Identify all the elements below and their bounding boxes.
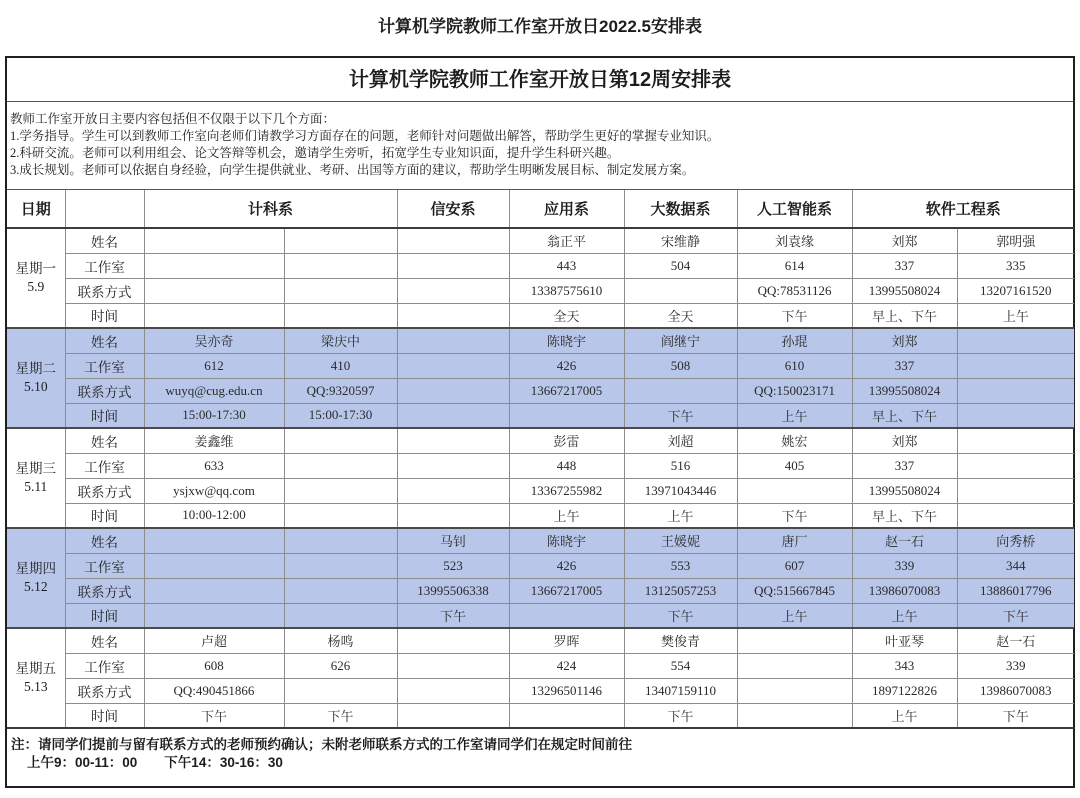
- schedule-row: [7, 478, 1074, 503]
- schedule-cell-times-col2: 下午: [397, 603, 509, 628]
- schedule-cell-names-col7: [957, 428, 1074, 453]
- schedule-cell-contacts-col2: 13995506338: [397, 578, 509, 603]
- schedule-row: [7, 628, 1074, 653]
- row-label: 时间: [65, 403, 144, 428]
- header-blank: [65, 190, 144, 228]
- schedule-table: [7, 190, 1074, 729]
- schedule-cell-times-col3: 上午: [509, 503, 624, 528]
- schedule-row: [7, 303, 1074, 328]
- schedule-cell-names-col1: [284, 528, 397, 553]
- schedule-row: [7, 453, 1074, 478]
- schedule-cell-times-col4: 下午: [624, 403, 737, 428]
- schedule-cell-rooms-col5: 614: [737, 253, 852, 278]
- schedule-cell-names-col2: [397, 328, 509, 353]
- schedule-cell-names-col1: 梁庆中: [284, 328, 397, 353]
- schedule-cell-times-col7: 下午: [957, 603, 1074, 628]
- schedule-cell-rooms-col3: 426: [509, 553, 624, 578]
- schedule-cell-rooms-col0: [144, 253, 284, 278]
- schedule-sheet: [5, 56, 1075, 788]
- schedule-cell-names-col7: 向秀桥: [957, 528, 1074, 553]
- schedule-cell-names-col2: [397, 428, 509, 453]
- row-label: 工作室: [65, 653, 144, 678]
- schedule-cell-contacts-col1: [284, 278, 397, 303]
- day-label: [7, 528, 65, 628]
- schedule-cell-rooms-col6: 343: [852, 653, 957, 678]
- schedule-cell-times-col7: [957, 503, 1074, 528]
- schedule-cell-rooms-col1: [284, 253, 397, 278]
- schedule-cell-contacts-col1: [284, 678, 397, 703]
- schedule-cell-rooms-col3: 426: [509, 353, 624, 378]
- schedule-cell-times-col4: 下午: [624, 603, 737, 628]
- schedule-cell-rooms-col6: 337: [852, 453, 957, 478]
- row-label: 联系方式: [65, 278, 144, 303]
- schedule-cell-names-col4: 宋维静: [624, 228, 737, 253]
- schedule-cell-contacts-col7: 13207161520: [957, 278, 1074, 303]
- schedule-cell-names-col0: [144, 528, 284, 553]
- day-weekday: 星期一: [15, 261, 56, 276]
- header-dept-dashujuxi: 大数据系: [624, 190, 737, 228]
- schedule-cell-names-col2: [397, 228, 509, 253]
- schedule-cell-times-col0: [144, 303, 284, 328]
- schedule-cell-contacts-col0: QQ:490451866: [144, 678, 284, 703]
- schedule-cell-contacts-col4: 13971043446: [624, 478, 737, 503]
- schedule-cell-rooms-col6: 339: [852, 553, 957, 578]
- schedule-cell-names-col5: 姚宏: [737, 428, 852, 453]
- schedule-cell-rooms-col2: [397, 353, 509, 378]
- footer-note-line: 注：请同学们提前与留有联系方式的老师预约确认；未附老师联系方式的工作室请同学们在规定时间前往: [11, 737, 632, 752]
- schedule-row: [7, 578, 1074, 603]
- row-label: 姓名: [65, 428, 144, 453]
- schedule-cell-times-col1: [284, 503, 397, 528]
- schedule-cell-names-col6: 刘郑: [852, 228, 957, 253]
- header-dept-rengongzhinengxi: 人工智能系: [737, 190, 852, 228]
- schedule-cell-rooms-col0: 612: [144, 353, 284, 378]
- schedule-cell-rooms-col0: 608: [144, 653, 284, 678]
- row-label: 联系方式: [65, 378, 144, 403]
- schedule-cell-rooms-col4: 553: [624, 553, 737, 578]
- schedule-cell-times-col2: [397, 503, 509, 528]
- row-label: 工作室: [65, 453, 144, 478]
- schedule-cell-rooms-col3: 443: [509, 253, 624, 278]
- day-date: 5.10: [23, 379, 48, 394]
- schedule-cell-names-col2: [397, 628, 509, 653]
- schedule-cell-rooms-col5: 607: [737, 553, 852, 578]
- schedule-cell-contacts-col7: 13886017796: [957, 578, 1074, 603]
- schedule-cell-rooms-col5: [737, 653, 852, 678]
- schedule-cell-times-col1: [284, 303, 397, 328]
- day-weekday: 星期五: [15, 661, 56, 676]
- schedule-cell-names-col2: 马钊: [397, 528, 509, 553]
- schedule-row: [7, 528, 1074, 553]
- schedule-cell-rooms-col7: 344: [957, 553, 1074, 578]
- schedule-cell-contacts-col7: [957, 478, 1074, 503]
- schedule-cell-names-col0: 姜鑫维: [144, 428, 284, 453]
- schedule-cell-times-col5: 上午: [737, 603, 852, 628]
- schedule-cell-names-col1: [284, 428, 397, 453]
- schedule-cell-contacts-col0: wuyq@cug.edu.cn: [144, 378, 284, 403]
- schedule-cell-rooms-col4: 554: [624, 653, 737, 678]
- schedule-cell-names-col6: 刘郑: [852, 428, 957, 453]
- row-label: 时间: [65, 703, 144, 728]
- schedule-cell-times-col7: 上午: [957, 303, 1074, 328]
- schedule-cell-contacts-col4: 13407159110: [624, 678, 737, 703]
- schedule-cell-names-col3: 翁正平: [509, 228, 624, 253]
- intro-line: 3.成长规划。老师可以依据自身经验，向学生提供就业、考研、出国等方面的建议，帮助学生明晰发展目标、制定发展方案。: [10, 163, 695, 177]
- schedule-cell-times-col5: 下午: [737, 303, 852, 328]
- schedule-cell-times-col0: [144, 603, 284, 628]
- header-date: 日期: [7, 190, 65, 228]
- schedule-row: [7, 228, 1074, 253]
- schedule-cell-names-col4: 刘超: [624, 428, 737, 453]
- schedule-row: [7, 403, 1074, 428]
- header-dept-ruanjiangongchengxi: 软件工程系: [852, 190, 1074, 228]
- schedule-cell-rooms-col4: 504: [624, 253, 737, 278]
- schedule-cell-times-col5: 上午: [737, 403, 852, 428]
- schedule-cell-contacts-col1: QQ:9320597: [284, 378, 397, 403]
- schedule-row: [7, 428, 1074, 453]
- day-date: 5.11: [24, 479, 48, 494]
- schedule-cell-names-col7: 郭明强: [957, 228, 1074, 253]
- row-label: 姓名: [65, 628, 144, 653]
- schedule-cell-times-col0: 下午: [144, 703, 284, 728]
- schedule-cell-times-col6: 早上、下午: [852, 503, 957, 528]
- schedule-cell-times-col2: [397, 403, 509, 428]
- schedule-cell-contacts-col5: QQ:78531126: [737, 278, 852, 303]
- schedule-cell-names-col6: 刘郑: [852, 328, 957, 353]
- footer-note: [7, 729, 1073, 786]
- schedule-row: [7, 603, 1074, 628]
- schedule-cell-contacts-col6: 13995508024: [852, 478, 957, 503]
- day-weekday: 星期四: [15, 561, 56, 576]
- schedule-cell-times-col1: 下午: [284, 703, 397, 728]
- schedule-cell-rooms-col6: 337: [852, 253, 957, 278]
- schedule-cell-contacts-col6: 13995508024: [852, 278, 957, 303]
- schedule-cell-contacts-col5: QQ:515667845: [737, 578, 852, 603]
- schedule-cell-contacts-col3: 13667217005: [509, 578, 624, 603]
- row-label: 工作室: [65, 553, 144, 578]
- schedule-cell-times-col2: [397, 303, 509, 328]
- footer-note-line: 上午9：00-11：00 下午14：30-16：30: [27, 755, 283, 770]
- intro-line: 2.科研交流。老师可以利用组会、论文答辩等机会，邀请学生旁听，拓宽学生专业知识面，提升学生科研兴趣。: [10, 146, 620, 160]
- schedule-cell-rooms-col4: 516: [624, 453, 737, 478]
- schedule-cell-rooms-col7: 335: [957, 253, 1074, 278]
- schedule-cell-times-col2: [397, 703, 509, 728]
- schedule-cell-contacts-col2: [397, 378, 509, 403]
- schedule-row: [7, 503, 1074, 528]
- schedule-cell-rooms-col3: 424: [509, 653, 624, 678]
- schedule-cell-rooms-col3: 448: [509, 453, 624, 478]
- schedule-cell-rooms-col1: 626: [284, 653, 397, 678]
- schedule-table-body: [7, 228, 1074, 728]
- header-dept-xinanxi: 信安系: [397, 190, 509, 228]
- schedule-cell-contacts-col5: QQ:150023171: [737, 378, 852, 403]
- schedule-cell-rooms-col7: 339: [957, 653, 1074, 678]
- schedule-cell-names-col4: 王媛妮: [624, 528, 737, 553]
- schedule-cell-names-col0: [144, 228, 284, 253]
- schedule-cell-times-col3: [509, 603, 624, 628]
- schedule-cell-names-col6: 赵一石: [852, 528, 957, 553]
- schedule-cell-rooms-col7: [957, 353, 1074, 378]
- schedule-cell-times-col4: 上午: [624, 503, 737, 528]
- schedule-cell-contacts-col6: 13995508024: [852, 378, 957, 403]
- schedule-cell-names-col3: 陈晓宇: [509, 328, 624, 353]
- schedule-cell-contacts-col6: 1897122826: [852, 678, 957, 703]
- schedule-cell-names-col0: 吴亦奇: [144, 328, 284, 353]
- schedule-cell-contacts-col3: 13667217005: [509, 378, 624, 403]
- page-title: 计算机学院教师工作室开放日2022.5安排表: [378, 17, 702, 36]
- schedule-cell-names-col3: 罗晖: [509, 628, 624, 653]
- schedule-row: [7, 378, 1074, 403]
- schedule-cell-rooms-col4: 508: [624, 353, 737, 378]
- schedule-cell-names-col4: 阎继宁: [624, 328, 737, 353]
- day-date: 5.9: [27, 279, 45, 294]
- schedule-cell-contacts-col2: [397, 478, 509, 503]
- schedule-cell-names-col6: 叶亚琴: [852, 628, 957, 653]
- schedule-row: [7, 653, 1074, 678]
- schedule-cell-contacts-col3: 13387575610: [509, 278, 624, 303]
- schedule-row: [7, 253, 1074, 278]
- schedule-cell-times-col5: [737, 703, 852, 728]
- intro-line: 1.学务指导。学生可以到教师工作室向老师们请教学习方面存在的问题，老师针对问题做出解答，帮助学生更好的掌握专业知识。: [10, 129, 720, 143]
- schedule-cell-times-col3: 全天: [509, 303, 624, 328]
- schedule-cell-contacts-col3: 13367255982: [509, 478, 624, 503]
- schedule-row: [7, 353, 1074, 378]
- schedule-cell-rooms-col6: 337: [852, 353, 957, 378]
- schedule-cell-rooms-col2: [397, 453, 509, 478]
- day-label: [7, 428, 65, 528]
- schedule-cell-times-col7: 下午: [957, 703, 1074, 728]
- schedule-cell-names-col3: 彭雷: [509, 428, 624, 453]
- schedule-cell-times-col6: 早上、下午: [852, 303, 957, 328]
- header-dept-jikexi: 计科系: [144, 190, 397, 228]
- schedule-cell-names-col1: 杨鸣: [284, 628, 397, 653]
- header-dept-yingyongxi: 应用系: [509, 190, 624, 228]
- row-label: 姓名: [65, 328, 144, 353]
- schedule-cell-rooms-col2: [397, 253, 509, 278]
- schedule-cell-contacts-col0: [144, 578, 284, 603]
- schedule-cell-times-col6: 早上、下午: [852, 403, 957, 428]
- schedule-cell-names-col5: 刘袁缘: [737, 228, 852, 253]
- row-label: 姓名: [65, 528, 144, 553]
- schedule-cell-times-col4: 下午: [624, 703, 737, 728]
- schedule-cell-contacts-col6: 13986070083: [852, 578, 957, 603]
- schedule-cell-rooms-col0: 633: [144, 453, 284, 478]
- row-label: 时间: [65, 303, 144, 328]
- schedule-cell-times-col1: 15:00-17:30: [284, 403, 397, 428]
- schedule-cell-times-col7: [957, 403, 1074, 428]
- day-weekday: 星期三: [15, 461, 56, 476]
- schedule-cell-contacts-col2: [397, 278, 509, 303]
- schedule-cell-rooms-col2: [397, 653, 509, 678]
- day-weekday: 星期二: [15, 361, 56, 376]
- schedule-cell-rooms-col7: [957, 453, 1074, 478]
- schedule-cell-contacts-col0: ysjxw@qq.com: [144, 478, 284, 503]
- schedule-cell-contacts-col2: [397, 678, 509, 703]
- schedule-cell-names-col4: 樊俊青: [624, 628, 737, 653]
- schedule-cell-names-col7: 赵一石: [957, 628, 1074, 653]
- schedule-cell-contacts-col1: [284, 578, 397, 603]
- row-label: 工作室: [65, 353, 144, 378]
- schedule-cell-contacts-col5: [737, 678, 852, 703]
- schedule-cell-rooms-col5: 610: [737, 353, 852, 378]
- schedule-cell-contacts-col1: [284, 478, 397, 503]
- schedule-cell-names-col5: [737, 628, 852, 653]
- row-label: 时间: [65, 603, 144, 628]
- schedule-cell-times-col3: [509, 703, 624, 728]
- schedule-cell-times-col6: 上午: [852, 603, 957, 628]
- schedule-cell-names-col3: 陈晓宇: [509, 528, 624, 553]
- row-label: 工作室: [65, 253, 144, 278]
- schedule-cell-contacts-col0: [144, 278, 284, 303]
- schedule-cell-times-col5: 下午: [737, 503, 852, 528]
- schedule-cell-contacts-col7: [957, 378, 1074, 403]
- schedule-cell-names-col5: 孙琨: [737, 328, 852, 353]
- schedule-cell-rooms-col2: 523: [397, 553, 509, 578]
- schedule-cell-rooms-col1: 410: [284, 353, 397, 378]
- schedule-cell-contacts-col7: 13986070083: [957, 678, 1074, 703]
- schedule-cell-times-col6: 上午: [852, 703, 957, 728]
- schedule-cell-contacts-col4: 13125057253: [624, 578, 737, 603]
- schedule-cell-names-col5: 唐厂: [737, 528, 852, 553]
- day-label: [7, 228, 65, 328]
- schedule-cell-rooms-col0: [144, 553, 284, 578]
- schedule-cell-rooms-col1: [284, 553, 397, 578]
- day-label: [7, 628, 65, 728]
- schedule-cell-names-col1: [284, 228, 397, 253]
- schedule-cell-contacts-col5: [737, 478, 852, 503]
- schedule-cell-times-col0: 10:00-12:00: [144, 503, 284, 528]
- row-label: 联系方式: [65, 478, 144, 503]
- day-label: [7, 328, 65, 428]
- schedule-cell-rooms-col5: 405: [737, 453, 852, 478]
- schedule-row: [7, 278, 1074, 303]
- intro-line: 教师工作室开放日主要内容包括但不仅限于以下几个方面：: [10, 112, 336, 126]
- table-header-row: [7, 190, 1074, 228]
- row-label: 姓名: [65, 228, 144, 253]
- row-label: 时间: [65, 503, 144, 528]
- schedule-row: [7, 328, 1074, 353]
- row-label: 联系方式: [65, 578, 144, 603]
- schedule-cell-contacts-col3: 13296501146: [509, 678, 624, 703]
- table-title: 计算机学院教师工作室开放日第12周安排表: [7, 58, 1073, 102]
- schedule-cell-names-col7: [957, 328, 1074, 353]
- schedule-cell-times-col4: 全天: [624, 303, 737, 328]
- schedule-cell-rooms-col1: [284, 453, 397, 478]
- schedule-cell-times-col3: [509, 403, 624, 428]
- row-label: 联系方式: [65, 678, 144, 703]
- schedule-cell-times-col1: [284, 603, 397, 628]
- schedule-cell-contacts-col4: [624, 378, 737, 403]
- intro-block: [7, 102, 1073, 190]
- schedule-cell-names-col0: 卢超: [144, 628, 284, 653]
- day-date: 5.13: [23, 679, 48, 694]
- schedule-row: [7, 703, 1074, 728]
- day-date: 5.12: [23, 579, 48, 594]
- schedule-cell-times-col0: 15:00-17:30: [144, 403, 284, 428]
- schedule-row: [7, 678, 1074, 703]
- schedule-row: [7, 553, 1074, 578]
- schedule-cell-contacts-col4: [624, 278, 737, 303]
